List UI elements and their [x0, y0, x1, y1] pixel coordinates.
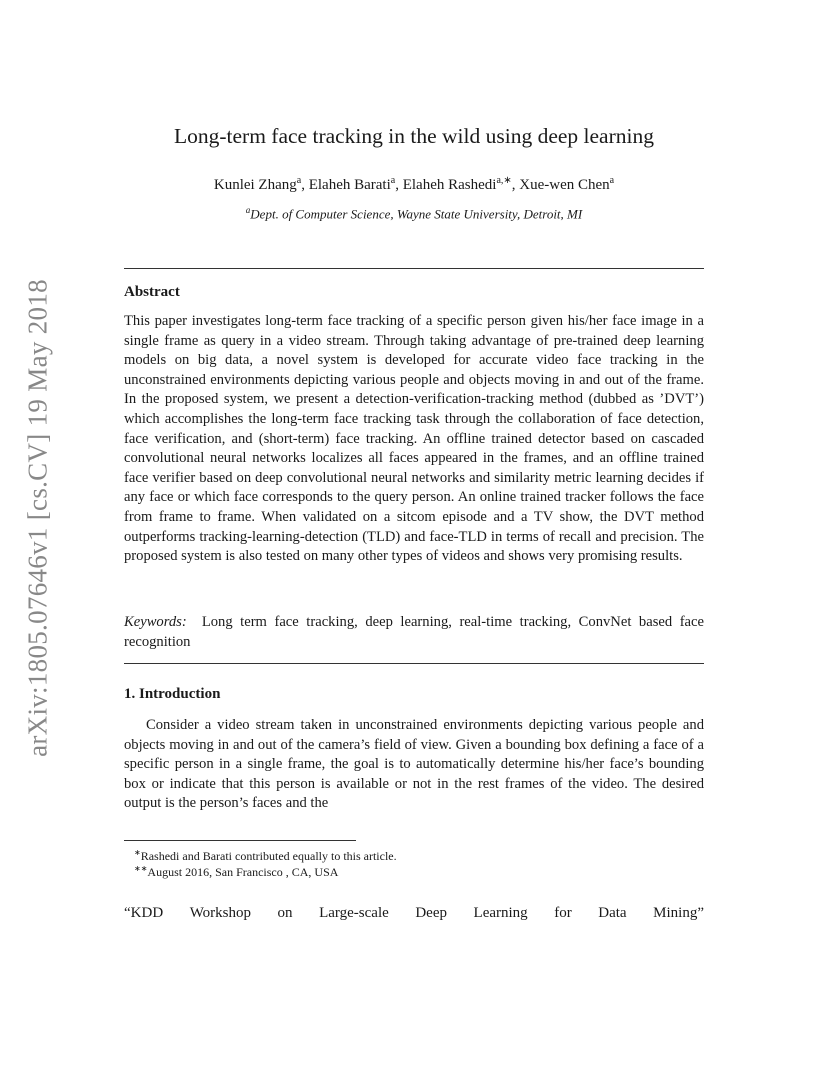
- workshop-word: Workshop: [189, 905, 251, 921]
- author-list: Kunlei Zhang$^a$, Elaheh Barati$^a$, Elaheh Rashedi$^{a,∗}$, Xue-wen Chen$^a$: [213, 175, 615, 193]
- author-affiliation-mark: a,∗: [496, 175, 512, 186]
- author-name: Kunlei Zhang: [213, 177, 297, 193]
- author-name: Elaheh Rashedi: [402, 177, 497, 193]
- workshop-word: on: [277, 905, 293, 921]
- abstract-heading: Abstract: [124, 284, 180, 300]
- workshop-word: Large-scale: [319, 905, 389, 921]
- affiliation: [0, 205, 828, 222]
- affiliation-text: Dept. of Computer Science, Wayne State University, Detroit, MI: [250, 206, 583, 222]
- keywords-label: Keywords:: [124, 614, 187, 630]
- keywords-text: Long term face tracking, deep learning, real-time tracking, ConvNet based face recognition: [124, 614, 704, 650]
- author-affiliation-mark: a: [390, 175, 396, 186]
- affiliation-mark: a: [245, 205, 251, 215]
- workshop-word: “KDD: [124, 905, 164, 921]
- abstract-bottom-divider: [124, 663, 704, 664]
- arxiv-identifier-stamp: arXiv:1805.07646v1 [cs.CV] 19 May 2018: [22, 279, 53, 757]
- workshop-word: Data: [598, 905, 627, 921]
- footnote-mark: ∗: [134, 848, 141, 857]
- footnote-text: Rashedi and Barati contributed equally to this article.: [140, 849, 397, 863]
- workshop-word: for: [554, 905, 572, 921]
- abstract-top-divider: [124, 268, 704, 269]
- footnote-mark: ∗∗: [134, 864, 148, 873]
- author-name: Xue-wen Chen: [519, 177, 610, 193]
- introduction-body: Consider a video stream taken in unconstrained environments depicting various people and objects moving in and out of the camera’s field of view. Given a bounding box defining a face of a specific person in a single frame, the goal is to automatically determine his/her face’s bounding box or indicate that this person is available or not in the rest frames of the video. The desired output is the person’s faces and the: [124, 717, 704, 812]
- footnote-text: August 2016, San Francisco , CA, USA: [147, 865, 339, 879]
- workshop-word: Mining”: [653, 905, 704, 921]
- author-name: Elaheh Barati: [308, 177, 391, 193]
- introduction-heading: 1. Introduction: [124, 686, 221, 702]
- paper-title: Long-term face tracking in the wild using deep learning: [173, 124, 654, 148]
- workshop-word: Deep: [415, 905, 447, 921]
- author-affiliation-mark: a: [296, 175, 302, 186]
- workshop-word: Learning: [473, 905, 528, 921]
- author-affiliation-mark: a: [609, 175, 615, 186]
- footnote-divider: [124, 840, 356, 841]
- workshop-note: [124, 905, 704, 922]
- abstract-body: This paper investigates long-term face tracking of a specific person given his/her face image in a single frame as query in a video stream. Through taking advantage of pre-trained deep learning models on big data, a novel system is developed for accurate video face tracking in the unconstrained environments depicting various people and objects moving in and out of the frame. In the proposed system, we present a detection-verification-tracking method (dubbed as ’DVT’) which accomplishes the long-term face tracking task through the collaboration of face detection, face verification, and (short-term) face tracking. An offline trained detector based on cascaded convolutional neural networks localizes all faces appeared in the frames, and an offline trained face verifier based on deep convolutional neural networks and similarity metric learning decides if any face or which face corresponds to the query person. An online trained tracker follows the face from frame to frame. When validated on a sitcom episode and a TV show, the DVT method outperforms tracking-learning-detection (TLD) and face-TLD in terms of recall and precision. The proposed system is also tested on many other types of videos and shows very promising results.: [124, 313, 704, 565]
- keywords: [124, 613, 704, 652]
- footnote-2: [134, 861, 338, 880]
